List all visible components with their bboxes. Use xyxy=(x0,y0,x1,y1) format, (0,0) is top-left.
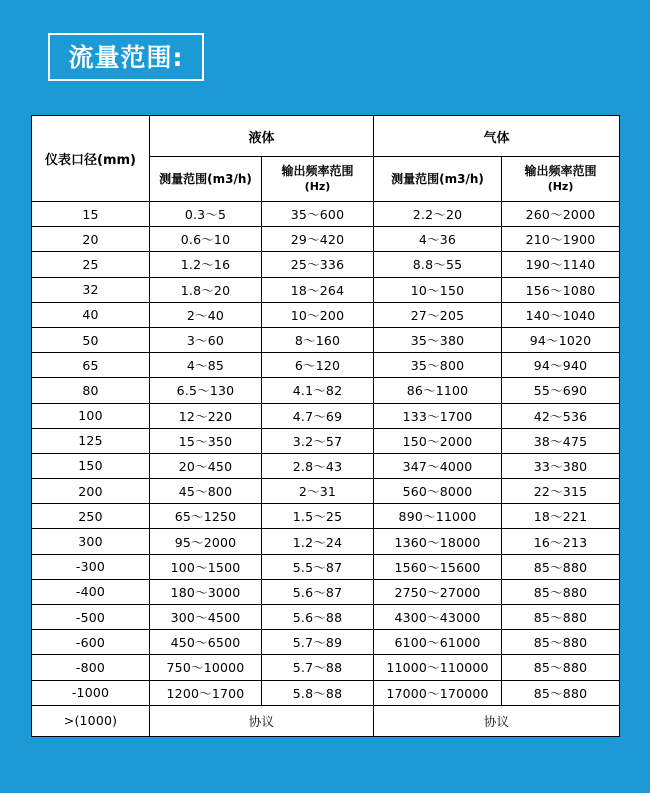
cell-gas-frequency: 16～213 xyxy=(502,529,620,554)
cell-liquid-frequency: 1.2～24 xyxy=(262,529,374,554)
table-row xyxy=(32,277,620,302)
cell-liquid-note: 协议 xyxy=(150,705,374,736)
table-body xyxy=(32,202,620,737)
cell-liquid-frequency: 5.5～87 xyxy=(262,554,374,579)
cell-liquid-frequency: 6～120 xyxy=(262,353,374,378)
table-row xyxy=(32,403,620,428)
cell-gas-frequency: 85～880 xyxy=(502,655,620,680)
cell-gas-frequency: 190～1140 xyxy=(502,252,620,277)
header-gas-range: 测量范围(m3/h) xyxy=(374,157,502,202)
table-row xyxy=(32,302,620,327)
cell-liquid-range: 100～1500 xyxy=(150,554,262,579)
cell-gas-frequency: 140～1040 xyxy=(502,302,620,327)
header-gas-frequency-line2: (Hz) xyxy=(547,180,574,193)
cell-gas-range: 6100～61000 xyxy=(374,630,502,655)
cell-liquid-frequency: 8～160 xyxy=(262,327,374,352)
cell-gas-frequency: 55～690 xyxy=(502,378,620,403)
cell-liquid-frequency: 2～31 xyxy=(262,479,374,504)
cell-gas-frequency: 33～380 xyxy=(502,453,620,478)
cell-caliber: 20 xyxy=(32,227,150,252)
cell-gas-range: 133～1700 xyxy=(374,403,502,428)
cell-gas-range: 347～4000 xyxy=(374,453,502,478)
cell-gas-range: 4～36 xyxy=(374,227,502,252)
cell-liquid-range: 180～3000 xyxy=(150,579,262,604)
cell-liquid-range: 12～220 xyxy=(150,403,262,428)
page-title: 流量范围: xyxy=(68,42,184,72)
cell-gas-range: 8.8～55 xyxy=(374,252,502,277)
cell-liquid-frequency: 35～600 xyxy=(262,202,374,227)
table-row xyxy=(32,630,620,655)
table-row xyxy=(32,453,620,478)
table-row xyxy=(32,479,620,504)
cell-liquid-range: 0.3～5 xyxy=(150,202,262,227)
cell-gas-frequency: 22～315 xyxy=(502,479,620,504)
cell-gas-frequency: 85～880 xyxy=(502,680,620,705)
cell-liquid-frequency: 1.5～25 xyxy=(262,504,374,529)
cell-caliber: 40 xyxy=(32,302,150,327)
cell-gas-range: 35～380 xyxy=(374,327,502,352)
cell-gas-range: 560～8000 xyxy=(374,479,502,504)
table-row xyxy=(32,327,620,352)
cell-liquid-frequency: 25～336 xyxy=(262,252,374,277)
cell-gas-frequency: 156～1080 xyxy=(502,277,620,302)
cell-gas-range: 890～11000 xyxy=(374,504,502,529)
cell-gas-range: 35～800 xyxy=(374,353,502,378)
header-liquid-frequency-line1: 输出频率范围 xyxy=(281,164,354,178)
cell-liquid-frequency: 3.2～57 xyxy=(262,428,374,453)
table-row xyxy=(32,227,620,252)
cell-liquid-frequency: 18～264 xyxy=(262,277,374,302)
cell-gas-range: 2.2～20 xyxy=(374,202,502,227)
cell-gas-range: 17000～170000 xyxy=(374,680,502,705)
cell-gas-frequency: 260～2000 xyxy=(502,202,620,227)
table-row xyxy=(32,504,620,529)
header-liquid-frequency xyxy=(262,157,374,202)
cell-gas-range: 27～205 xyxy=(374,302,502,327)
cell-gas-frequency: 85～880 xyxy=(502,605,620,630)
cell-gas-frequency: 94～1020 xyxy=(502,327,620,352)
cell-liquid-range: 1200～1700 xyxy=(150,680,262,705)
cell-liquid-frequency: 5.7～88 xyxy=(262,655,374,680)
cell-liquid-frequency: 5.6～87 xyxy=(262,579,374,604)
cell-caliber: -400 xyxy=(32,579,150,604)
cell-gas-frequency: 94～940 xyxy=(502,353,620,378)
table-row xyxy=(32,202,620,227)
table-row xyxy=(32,353,620,378)
header-gas: 气体 xyxy=(374,116,620,157)
cell-caliber: -600 xyxy=(32,630,150,655)
cell-liquid-frequency: 29～420 xyxy=(262,227,374,252)
cell-liquid-range: 95～2000 xyxy=(150,529,262,554)
cell-caliber: -800 xyxy=(32,655,150,680)
cell-caliber: 250 xyxy=(32,504,150,529)
cell-gas-frequency: 85～880 xyxy=(502,630,620,655)
cell-liquid-range: 450～6500 xyxy=(150,630,262,655)
cell-liquid-range: 300～4500 xyxy=(150,605,262,630)
header-caliber: 仪表口径(mm) xyxy=(32,116,150,202)
cell-caliber: 15 xyxy=(32,202,150,227)
cell-gas-range: 1360～18000 xyxy=(374,529,502,554)
cell-gas-note: 协议 xyxy=(374,705,620,736)
table-row xyxy=(32,680,620,705)
cell-caliber: 50 xyxy=(32,327,150,352)
cell-liquid-range: 4～85 xyxy=(150,353,262,378)
cell-caliber: 300 xyxy=(32,529,150,554)
table-row xyxy=(32,252,620,277)
cell-liquid-range: 15～350 xyxy=(150,428,262,453)
header-liquid-range: 测量范围(m3/h) xyxy=(150,157,262,202)
cell-caliber: 32 xyxy=(32,277,150,302)
cell-gas-frequency: 18～221 xyxy=(502,504,620,529)
page-title-box xyxy=(48,33,204,81)
cell-caliber: 100 xyxy=(32,403,150,428)
cell-gas-frequency: 85～880 xyxy=(502,579,620,604)
cell-liquid-frequency: 4.7～69 xyxy=(262,403,374,428)
cell-liquid-range: 1.8～20 xyxy=(150,277,262,302)
header-gas-frequency-line1: 输出频率范围 xyxy=(524,164,597,178)
cell-caliber: 200 xyxy=(32,479,150,504)
header-row-group xyxy=(32,116,620,157)
table-row-last xyxy=(32,705,620,736)
cell-liquid-frequency: 10～200 xyxy=(262,302,374,327)
cell-gas-range: 86～1100 xyxy=(374,378,502,403)
cell-gas-frequency: 210～1900 xyxy=(502,227,620,252)
cell-liquid-range: 0.6～10 xyxy=(150,227,262,252)
cell-caliber: 65 xyxy=(32,353,150,378)
cell-liquid-frequency: 5.6～88 xyxy=(262,605,374,630)
cell-liquid-frequency: 5.8～88 xyxy=(262,680,374,705)
table-header xyxy=(32,116,620,202)
cell-gas-range: 2750～27000 xyxy=(374,579,502,604)
header-liquid: 液体 xyxy=(150,116,374,157)
cell-liquid-range: 6.5～130 xyxy=(150,378,262,403)
cell-liquid-frequency: 2.8～43 xyxy=(262,453,374,478)
cell-caliber: 25 xyxy=(32,252,150,277)
header-gas-frequency xyxy=(502,157,620,202)
cell-gas-range: 10～150 xyxy=(374,277,502,302)
cell-liquid-frequency: 4.1～82 xyxy=(262,378,374,403)
header-liquid-frequency-line2: (Hz) xyxy=(304,180,331,193)
cell-gas-range: 4300～43000 xyxy=(374,605,502,630)
flow-range-table-container xyxy=(31,115,619,737)
cell-gas-frequency: 42～536 xyxy=(502,403,620,428)
table-row xyxy=(32,605,620,630)
cell-caliber: -1000 xyxy=(32,680,150,705)
cell-liquid-range: 20～450 xyxy=(150,453,262,478)
cell-liquid-range: 750～10000 xyxy=(150,655,262,680)
cell-liquid-range: 2～40 xyxy=(150,302,262,327)
cell-gas-frequency: 38～475 xyxy=(502,428,620,453)
cell-caliber: >(1000) xyxy=(32,705,150,736)
cell-liquid-range: 45～800 xyxy=(150,479,262,504)
cell-caliber: -500 xyxy=(32,605,150,630)
cell-caliber: 80 xyxy=(32,378,150,403)
cell-liquid-frequency: 5.7～89 xyxy=(262,630,374,655)
cell-liquid-range: 3～60 xyxy=(150,327,262,352)
cell-liquid-range: 1.2～16 xyxy=(150,252,262,277)
cell-liquid-range: 65～1250 xyxy=(150,504,262,529)
cell-gas-frequency: 85～880 xyxy=(502,554,620,579)
table-row xyxy=(32,655,620,680)
cell-gas-range: 11000～110000 xyxy=(374,655,502,680)
cell-gas-range: 1560～15600 xyxy=(374,554,502,579)
cell-caliber: 125 xyxy=(32,428,150,453)
table-row xyxy=(32,378,620,403)
table-row xyxy=(32,529,620,554)
table-row xyxy=(32,428,620,453)
cell-caliber: 150 xyxy=(32,453,150,478)
table-row xyxy=(32,554,620,579)
table-row xyxy=(32,579,620,604)
flow-range-table xyxy=(31,115,620,737)
cell-caliber: -300 xyxy=(32,554,150,579)
cell-gas-range: 150～2000 xyxy=(374,428,502,453)
